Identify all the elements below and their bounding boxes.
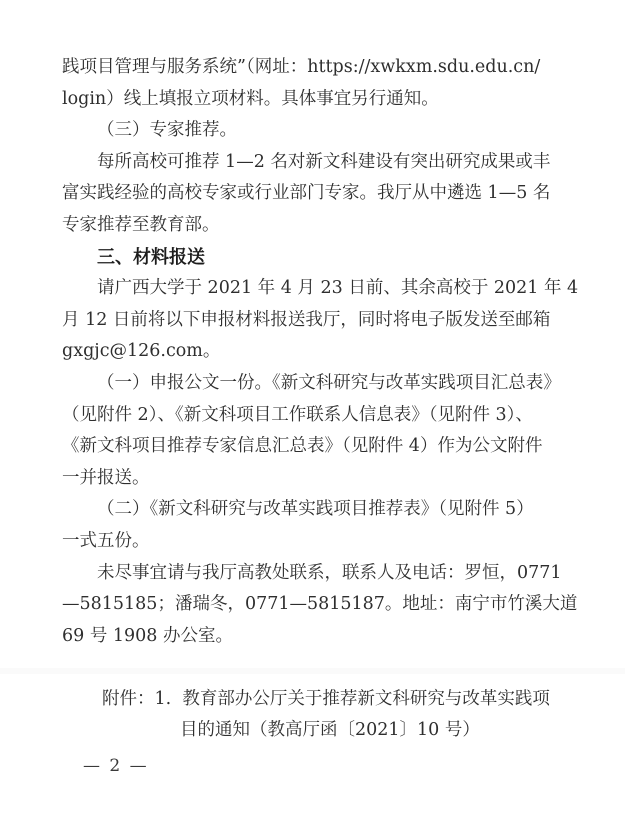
document-line: （一）申报公文一份。《新文科研究与改革实践项目汇总表》 [97,372,561,393]
document-line: 69 号 1908 办公室。 [62,625,233,646]
section-heading: 三、材料报送 [97,246,205,268]
document-line: —5815185；潘瑞冬，0771—5815187。地址：南宁市竹溪大道 [62,594,578,615]
document-line: 践项目管理与服务系统”（网址：https://xwkxm.sdu.edu.cn/ [62,57,541,77]
document-line: 每所高校可推荐 1—2 名对新文科建设有突出研究成果或丰 [97,151,551,172]
document-line: 富实践经验的高校专家或行业部门专家。我厅从中遴选 1—5 名 [62,183,551,204]
document-line: 专家推荐至教育部。 [62,214,220,235]
document-line: login）线上填报立项材料。具体事宜另行通知。 [62,88,439,109]
document-line: 一式五份。 [62,530,150,551]
document-line: gxgjc@126.com。 [62,341,221,362]
document-line: 月 12 日前将以下申报材料报送我厅，同时将电子版发送至邮箱 [62,309,551,330]
document-line: （二）《新文科研究与改革实践项目推荐表》（见附件 5） [97,499,534,520]
document-line: 附件：1. 教育部办公厅关于推荐新文科研究与改革实践项 [102,688,550,709]
document-body [62,52,602,747]
document-line: 请广西大学于 2021 年 4 月 23 日前、其余高校于 2021 年 4 [97,278,579,299]
document-line: 《新文科项目推荐专家信息汇总表》（见附件 4）作为公文附件 [62,436,543,457]
document-line: （三）专家推荐。 [97,120,237,141]
document-line: 目的通知（教高厅函〔2021〕10 号） [180,720,480,741]
document-line: 未尽事宜请与我厅高教处联系，联系人及电话：罗恒，0771 [97,562,562,583]
document-line: 一并报送。 [62,467,150,488]
page-number: — 2 — [83,756,149,776]
document-line: （见附件 2）、《新文科项目工作联系人信息表》（见附件 3）、 [62,404,533,425]
